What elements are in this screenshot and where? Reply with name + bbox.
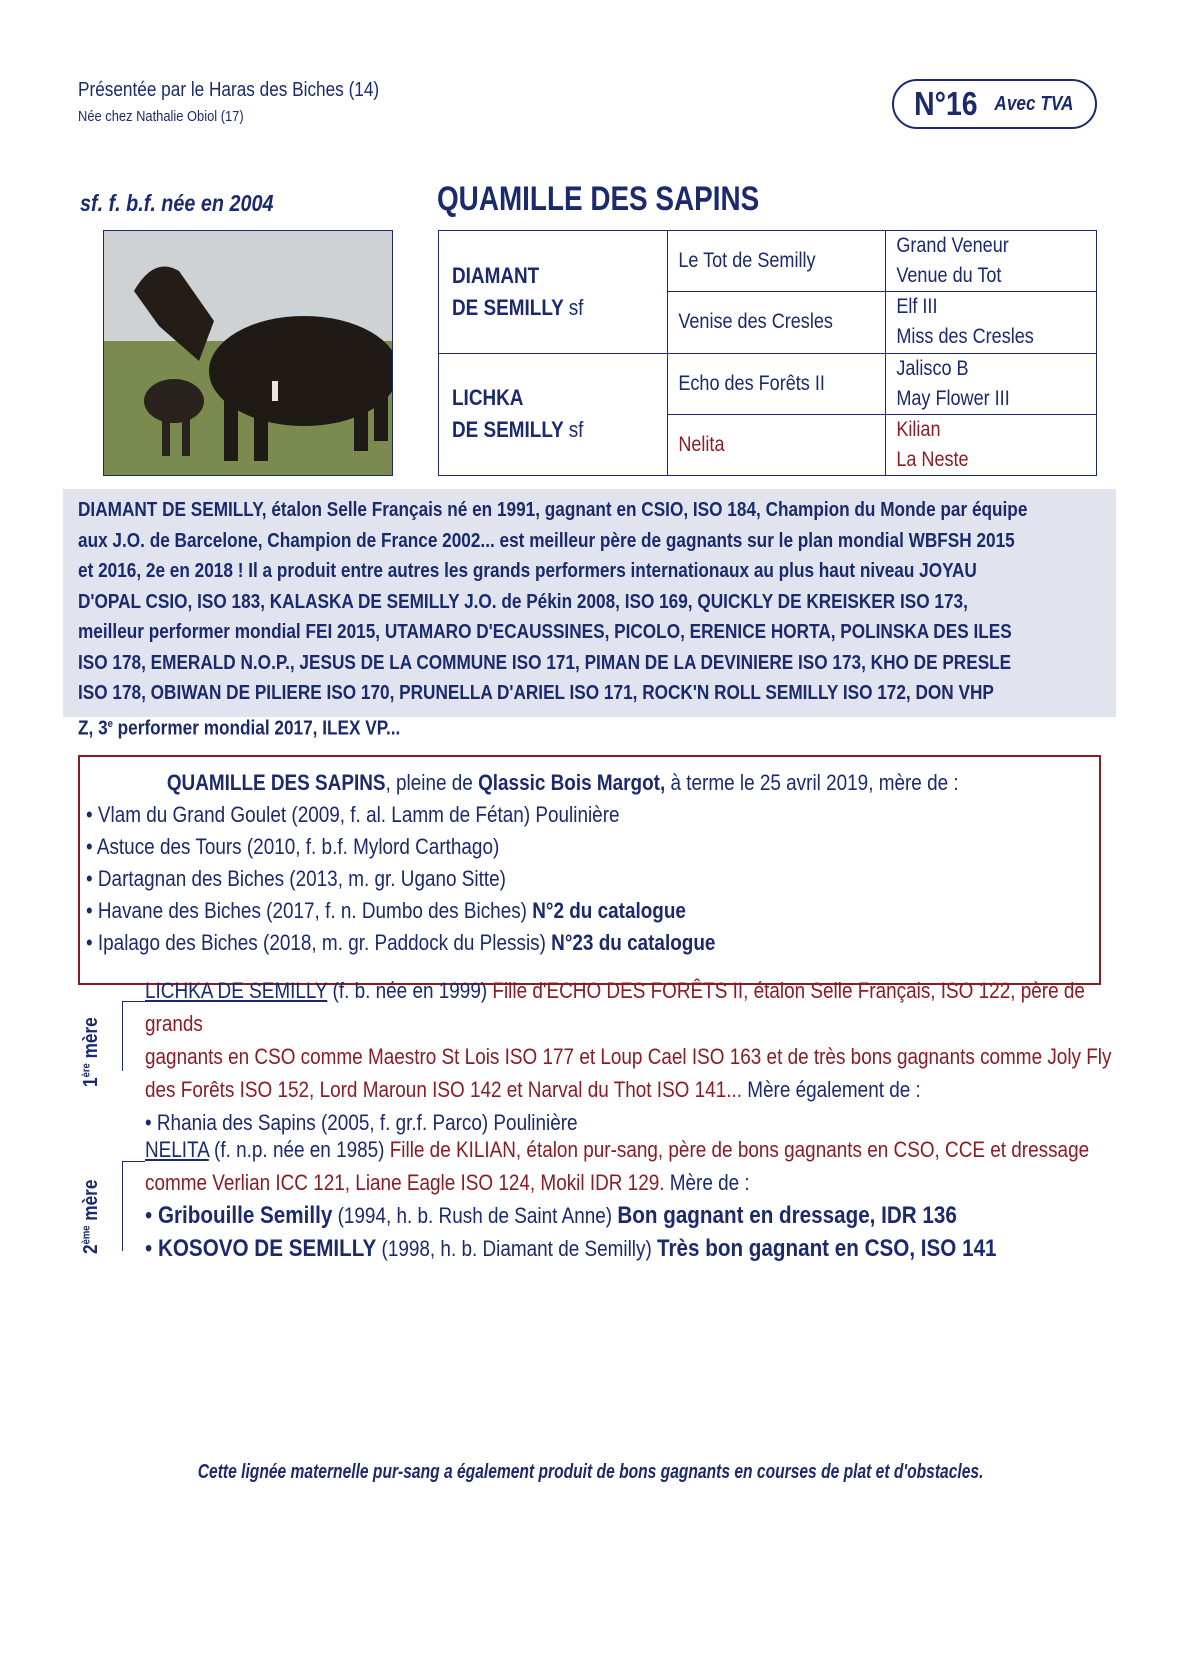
dam-name-line1: LICHKA [452,385,524,411]
list-item: • Havane des Biches (2017, f. n. Dumbo des Biches) N°2 du catalogue [86,895,1101,927]
sire-suffix: sf [568,294,584,320]
produce-box [78,755,1101,985]
first-dam-bracket [122,1001,145,1071]
lot-tva: Avec TVA [994,92,1074,115]
first-dam-label: 1ère mère [80,1017,102,1087]
second-dam-text: NELITA (f. n.p. née en 1985) Fille de KILIAN, étalon pur-sang, père de bons gagnants en CSO, CCE et dressage comme Verlian ICC 121, Liane Eagle ISO 124, Mokil IDR 129. Mère de : • Gribouille Semilly (1994, h. b. Rush de Saint Anne) Bon gagnant en dressage, IDR 136 • KOSOVO DE SEMILLY (1998, h. b. Diamant de Semilly) Très bon gagnant en CSO, ISO 141 [145,1133,1143,1265]
horse-photo-illustration [104,231,393,476]
horse-photo [103,230,393,476]
presenter-line: Présentée par le Haras des Biches (14) [78,79,380,101]
sire-note-text: DIAMANT DE SEMILLY, étalon Selle Français né en 1991, gagnant en CSIO, ISO 184, Champion du Monde par équipe aux J.O. de Barcelone, Champion de France 2002... est meilleur père de gagnants sur le plan mondial WBFSH 2015 et 2016, 2e en 2018 ! Il a produit entre autres les grands performers internationaux au plus haut niveau JOYAU D'OPAL CSIO, ISO 183, KALASKA DE SEMILLY J.O. de Pékin 2008, ISO 169, QUICKLY DE KREISKER ISO 173, meilleur performer mondial FEI 2015, UTAMARO D'ECAUSSINES, PICOLO, ERENICE HORTA, POLINSKA DES ILES ISO 178, EMERALD N.O.P., JESUS DE LA COMMUNE ISO 171, PIMAN DE LA DEVINIERE ISO 173, KHO DE PRESLE ISO 178, OBIWAN DE PILIERE ISO 170, PRUNELLA D'ARIEL ISO 171, ROCK'N ROLL SEMILLY ISO 172, DON VHP Z, 3e performer mondial 2017, ILEX VP... [78,499,1028,740]
horse-name: QUAMILLE DES SAPINS [437,180,760,218]
lot-badge [892,79,1097,129]
produce-intro: QUAMILLE DES SAPINS, pleine de Qlassic Bois Margot, à terme le 25 avril 2019, mère de : [166,770,959,795]
horse-descriptor: sf. f. b.f. née en 2004 [80,190,274,216]
pedigree-sire-dam: Venise des Cresles [668,292,886,353]
pedigree-sire [439,231,668,354]
second-dam-label: 2ème mère [80,1179,102,1254]
list-item: • Ipalago des Biches (2018, m. gr. Paddock du Plessis) N°23 du catalogue [86,927,1101,959]
pedigree-table [438,230,1097,476]
breeder-line: Née chez Nathalie Obiol (17) [78,108,244,125]
pedigree-dam-sire: Echo des Forêts II [668,353,886,414]
footer-note: Cette lignée maternelle pur-sang a également produit de bons gagnants en courses de plat et d'obstacles. [198,1461,984,1483]
sire-note [63,489,1116,740]
pedigree-ggp-2: Elf III Miss des Cresles [886,292,1097,353]
second-dam-bracket [122,1161,145,1251]
first-dam-text: LICHKA DE SEMILLY (f. b. née en 1999) Fille d'ECHO DES FORÊTS II, étalon Selle Français, ISO 122, père de grands gagnants en CSO comme Maestro St Lois ISO 177 et Loup Cael ISO 163 et de très bons gagnants comme Joly Fly des Forêts ISO 152, Lord Maroun ISO 142 et Narval du Thot ISO 141... Mère également de : • Rhania des Sapins (2005, f. gr.f. Parco) Poulinière [145,974,1143,1139]
list-item: • Rhania des Sapins (2005, f. gr.f. Parco) Poulinière [145,1106,1143,1139]
pedigree-ggp-1: Grand Veneur Venue du Tot [886,231,1097,292]
pedigree-ggp-3: Jalisco B May Flower III [886,353,1097,414]
dam-suffix: sf [568,417,584,443]
pedigree-sire-sire: Le Tot de Semilly [668,231,886,292]
list-item: • Gribouille Semilly (1994, h. b. Rush de Saint Anne) Bon gagnant en dressage, IDR 136 [145,1199,1143,1232]
sire-name-line2: DE SEMILLY [452,294,564,320]
pedigree-ggp-4: Kilian La Neste [886,414,1097,475]
pedigree-dam [439,353,668,476]
list-item: • Astuce des Tours (2010, f. b.f. Mylord Carthago) [86,831,1101,863]
sire-name-line1: DIAMANT [452,262,540,288]
lot-number: N°16 [913,85,978,122]
list-item: • KOSOVO DE SEMILLY (1998, h. b. Diamant de Semilly) Très bon gagnant en CSO, ISO 141 [145,1232,1143,1265]
pedigree-dam-dam: Nelita [668,414,886,475]
dam-name-line2: DE SEMILLY [452,417,564,443]
list-item: • Vlam du Grand Goulet (2009, f. al. Lamm de Fétan) Poulinière [86,799,1101,831]
list-item: • Dartagnan des Biches (2013, m. gr. Ugano Sitte) [86,863,1101,895]
